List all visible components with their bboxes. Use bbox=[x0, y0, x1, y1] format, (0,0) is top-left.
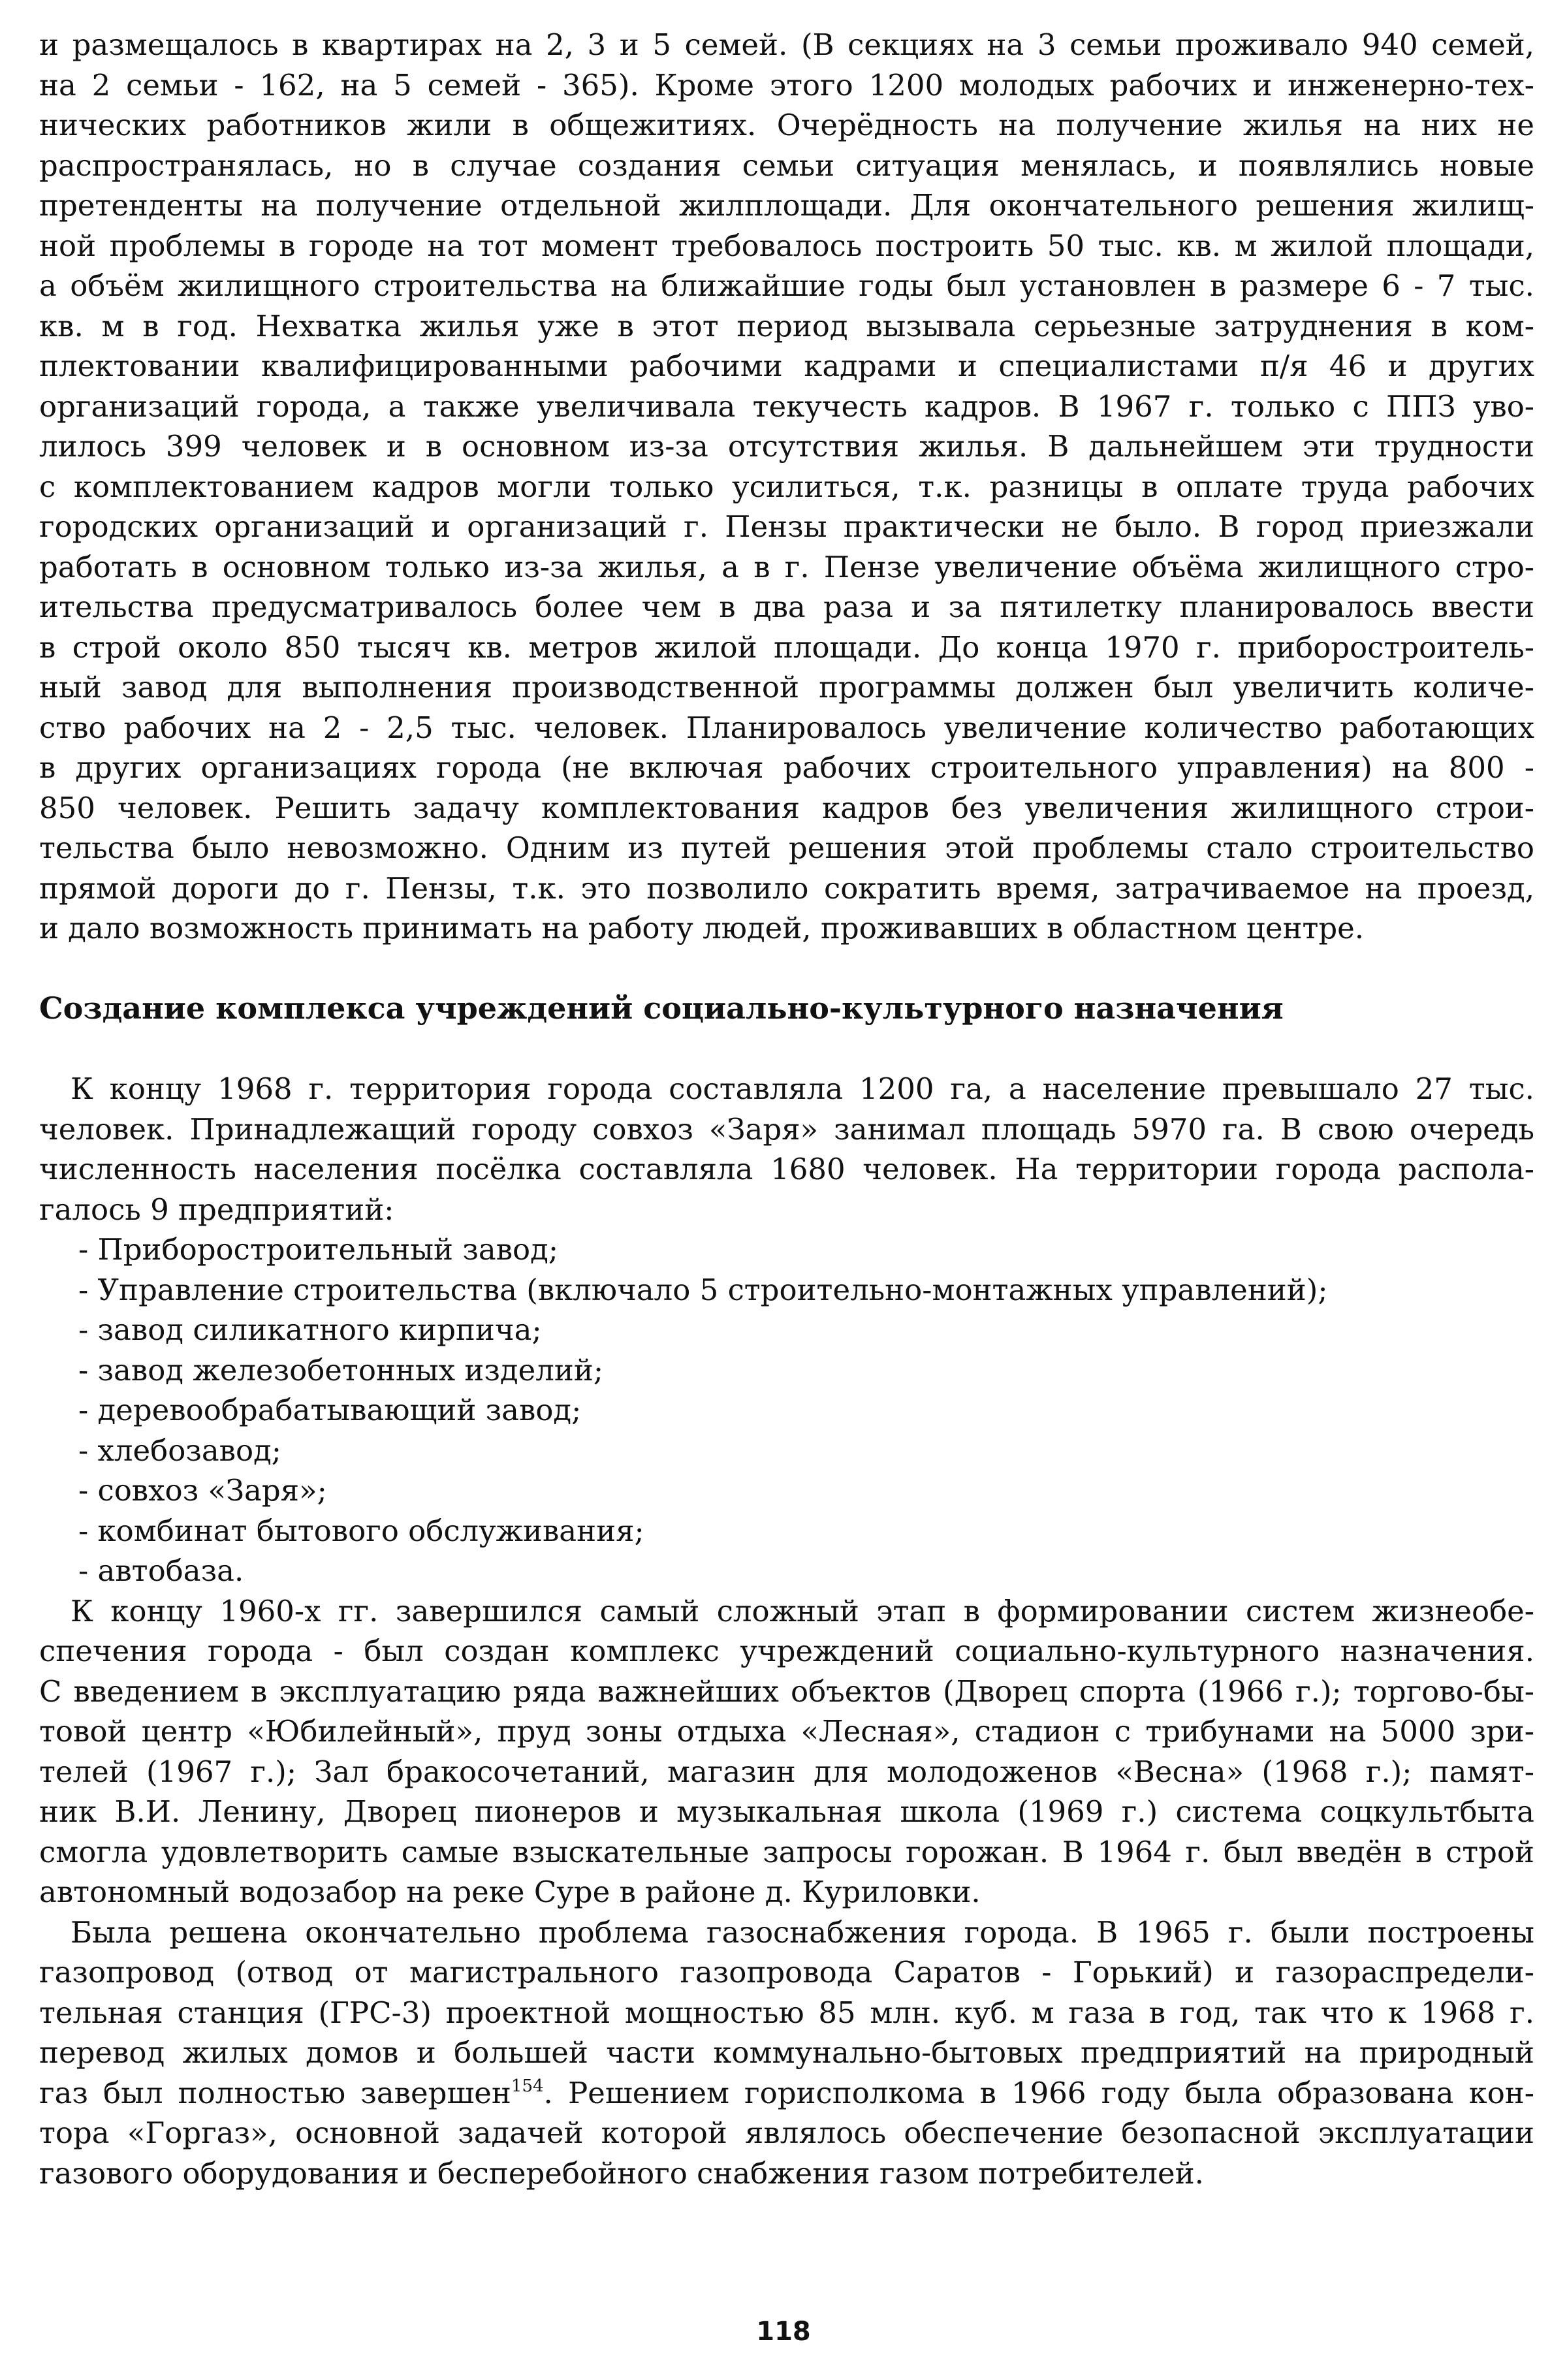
text-segment: газ был полностью завершен bbox=[39, 2075, 511, 2110]
text-line: на 2 семьи - 162, на 5 семей - 365). Кроме этого 1200 молодых рабочих и инженерно-тех- bbox=[39, 67, 1534, 103]
text-line: ство рабочих на 2 - 2,5 тыс. человек. Планировалось увеличение количество работающих bbox=[39, 710, 1534, 745]
paragraph-social-cultural bbox=[39, 1591, 1534, 1912]
text-line: автономный водозабор на реке Суре в районе д. Куриловки. bbox=[39, 1875, 981, 1909]
list-item: - совхоз «Заря»; bbox=[78, 1473, 327, 1508]
text-line: ной проблемы в городе на тот момент требовалось построить 50 тыс. кв. м жилой площади, bbox=[39, 228, 1534, 263]
text-line-with-footnote bbox=[39, 2073, 1534, 2114]
text-line: нических работников жили в общежитиях. Очерёдность на получение жилья на них не bbox=[39, 108, 1534, 142]
text-line: галось 9 предприятий: bbox=[39, 1192, 394, 1227]
text-line: товой центр «Юбилейный», пруд зоны отдыха «Лесная», стадион с трибунами на 5000 зри- bbox=[39, 1714, 1534, 1749]
text-line: лилось 399 человек и в основном из-за отсутствия жилья. В дальнейшем эти трудности bbox=[39, 429, 1534, 464]
text-line: К концу 1960-х гг. завершился самый сложный этап в формировании систем жизнеобе- bbox=[71, 1593, 1534, 1628]
text-line: телей (1967 г.); Зал бракосочетаний, магазин для молодоженов «Весна» (1968 г.); памят- bbox=[39, 1754, 1534, 1789]
text-line: газового оборудования и бесперебойного снабжения газом потребителей. bbox=[39, 2155, 1204, 2191]
text-line: смогла удовлетворить самые взыскательные запросы горожан. В 1964 г. был введён в строй bbox=[39, 1834, 1534, 1869]
text-line: и размещалось в квартирах на 2, 3 и 5 семей. (В секциях на 3 семьи проживало 940 семей, bbox=[39, 27, 1534, 62]
enterprise-list bbox=[39, 1230, 1534, 1591]
list-item: - комбинат бытового обслуживания; bbox=[78, 1513, 644, 1548]
list-item: - Управление строительства (включало 5 строительно-монтажных управлений); bbox=[78, 1272, 1328, 1307]
text-line: ник В.И. Ленину, Дворец пионеров и музыкальная школа (1969 г.) система соцкультбыта bbox=[39, 1794, 1534, 1829]
footnote-reference[interactable]: 154 bbox=[511, 2076, 544, 2096]
text-line: претенденты на получение отдельной жилплощади. Для окончательного решения жилищ- bbox=[39, 188, 1534, 223]
text-line: тельства было невозможно. Одним из путей решения этой проблемы стало строительство bbox=[39, 831, 1534, 865]
text-line: газопровод (отвод от магистрального газопровода Саратов - Горький) и газораспредели- bbox=[39, 1955, 1534, 1990]
list-item: - автобаза. bbox=[78, 1553, 244, 1588]
paragraph-city-territory bbox=[39, 1069, 1534, 1230]
text-line: ительства предусматривалось более чем в два раза и за пятилетку планировалось ввести bbox=[39, 590, 1534, 624]
text-line: численность населения посёлка составляла 1680 человек. На территории города распола- bbox=[39, 1152, 1534, 1186]
text-line: в других организациях города (не включая рабочих строительного управления) на 800 - bbox=[39, 750, 1534, 785]
text-line: работать в основном только из-за жилья, а в г. Пензе увеличение объёма жилищного стро- bbox=[39, 549, 1534, 584]
text-line: человек. Принадлежащий городу совхоз «Заря» занимал площадь 5970 га. В свою очередь bbox=[39, 1111, 1534, 1147]
section-heading: Создание комплекса учреждений социально-культурного назначения bbox=[39, 991, 1284, 1026]
text-segment: . Решением горисполкома в 1966 году была образована кон- bbox=[543, 2075, 1534, 2110]
text-line: плектовании квалифицированными рабочими кадрами и специалистами п/я 46 и других bbox=[39, 349, 1534, 383]
text-line: в строй около 850 тысяч кв. метров жилой площади. До конца 1970 г. приборостроитель- bbox=[39, 629, 1534, 665]
text-line: кв. м в год. Нехватка жилья уже в этот период вызывала серьезные затруднения в ком- bbox=[39, 308, 1534, 343]
text-line: спечения города - был создан комплекс учреждений социально-культурного назначения. bbox=[39, 1634, 1534, 1668]
text-line: перевод жилых домов и большей части коммунально-бытовых предприятий на природный bbox=[39, 2035, 1534, 2070]
text-line: прямой дороги до г. Пензы, т.к. это позволило сократить время, затрачиваемое на проезд, bbox=[39, 870, 1534, 906]
text-line: распространялась, но в случае создания семьи ситуация менялась, и появлялись новые bbox=[39, 148, 1534, 183]
text-line: городских организаций и организаций г. Пензы практически не было. В город приезжали bbox=[39, 509, 1534, 544]
text-line: тельная станция (ГРС-3) проектной мощностью 85 млн. куб. м газа в год, так что к 1968 г. bbox=[39, 1995, 1534, 2030]
text-line: Была решена окончательно проблема газоснабжения города. В 1965 г. были построены bbox=[71, 1914, 1534, 1950]
list-item: - Приборостроительный завод; bbox=[78, 1232, 559, 1267]
text-line: 850 человек. Решить задачу комплектования кадров без увеличения жилищного строи- bbox=[39, 790, 1534, 825]
list-item: - завод силикатного кирпича; bbox=[78, 1312, 542, 1347]
paragraph-housing bbox=[39, 25, 1534, 949]
page-number: 118 bbox=[756, 2317, 811, 2347]
text-line: тора «Горгаз», основной задачей которой являлось обеспечение безопасной эксплуатации bbox=[39, 2116, 1534, 2150]
text-line: организаций города, а также увеличивала текучесть кадров. В 1967 г. только с ППЗ уво- bbox=[39, 389, 1534, 424]
text-line: ный завод для выполнения производственной программы должен был увеличить количе- bbox=[39, 670, 1534, 705]
paragraph-gas-supply bbox=[39, 1912, 1534, 2194]
text-line: с комплектованием кадров могли только усилиться, т.к. разницы в оплате труда рабочих bbox=[39, 469, 1534, 504]
text-line: и дало возможность принимать на работу людей, проживавших в областном центре. bbox=[39, 911, 1365, 945]
text-line: К концу 1968 г. территория города составляла 1200 га, а население превышало 27 тыс. bbox=[71, 1071, 1534, 1106]
document-page bbox=[39, 25, 1534, 2193]
list-item: - деревообрабатывающий завод; bbox=[78, 1393, 582, 1427]
text-line: С введением в эксплуатацию ряда важнейших объектов (Дворец спорта (1966 г.); торгово-бы- bbox=[39, 1674, 1534, 1709]
list-item: - завод железобетонных изделий; bbox=[78, 1352, 604, 1388]
text-line: а объём жилищного строительства на ближайшие годы был установлен в размере 6 - 7 тыс. bbox=[39, 268, 1534, 303]
list-item: - хлебозавод; bbox=[78, 1433, 281, 1468]
